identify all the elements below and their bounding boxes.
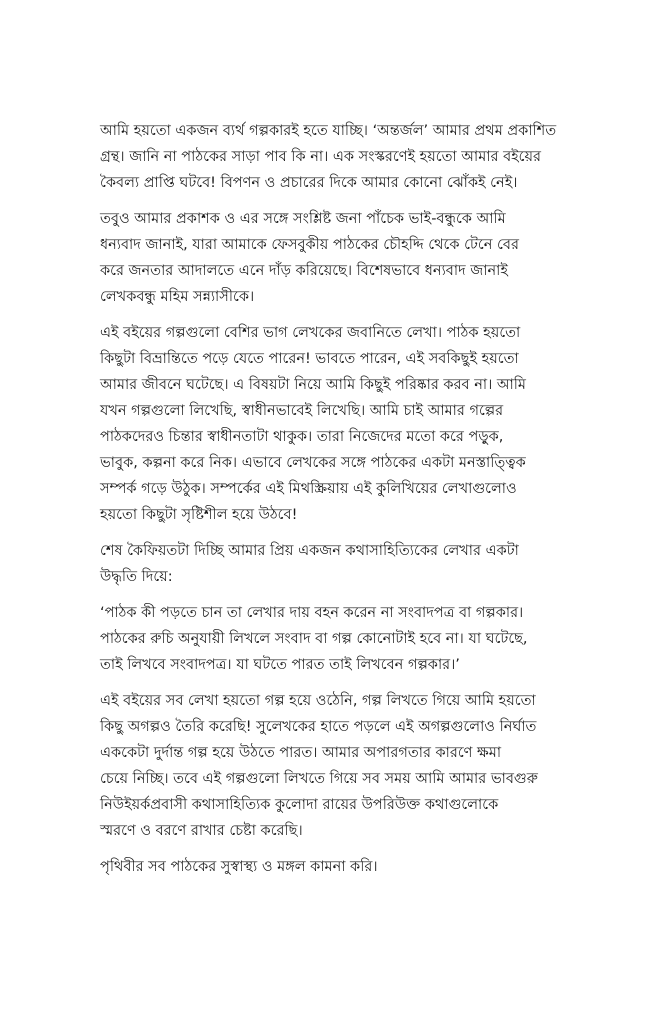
paragraph-3: এই বইয়ের গল্পগুলো বেশির ভাগ লেখকের জবানিতে লেখা। পাঠক হয়তো কিছুটা বিভ্রান্তিতে পড়ে যেতে পারেন! ভাবতে পারেন, এই সবকিছুই হয়তো আমার জীবনে ঘটেছে। এ বিষয়টা নিয়ে আমি কিছুই পরিষ্কার করব না। আমি যখন গল্পগুলো লিখেছি, স্বাধীনভাবেই লিখেছি। আমি চাই আমার গল্পের পাঠকদেরও চিন্তার স্বাধীনতাটা থাকুক। তারা নিজেদের মতো করে পড়ুক, ভাবুক, কল্পনা করে নিক। এভাবে লেখকের সঙ্গে পাঠকের একটা মনস্তাত্ত্বিক সম্পর্ক গড়ে উঠুক। সম্পর্কের এই মিথস্ক্রিয়ায় এই কুলিখিয়ের লেখাগুলোও হয়তো কিছুটা সৃষ্টিশীল হয়ে উঠবে! — [100, 325, 526, 523]
paragraph-4: শেষ কৈফিয়তটা দিচ্ছি আমার প্রিয় একজন কথাসাহিত্যিকের লেখার একটা উদ্ধৃতি দিয়ে: — [100, 543, 519, 585]
preface-text — [100, 118, 563, 890]
paragraph-6: এই বইয়ের সব লেখা হয়তো গল্প হয়ে ওঠেনি, গল্প লিখতে গিয়ে আমি হয়তো কিছু অগল্পও তৈরি করেছি! সুলেখকের হাতে পড়লে এই অগল্পগুলোও নির্ঘাত এককেটা দুর্দান্ত গল্প হয়ে উঠতে পারত। আমার অপারগতার কারণে ক্ষমা চেয়ে নিচ্ছি। তবে এই গল্পগুলো লিখতে গিয়ে সব সময় আমি আমার ভাবগুরু নিউইয়র্কপ্রবাসী কথাসাহিত্যিক কুলোদা রায়ের উপরিউক্ত কথাগুলোকে স্মরণে ও বরণে রাখার চেষ্টা করেছি। — [100, 693, 538, 839]
paragraph-1: আমি হয়তো একজন ব্যর্থ গল্পকারই হতে যাচ্ছি। ‘অন্তর্জল’ আমার প্রথম প্রকাশিত গ্রন্থ। জানি না পাঠকের সাড়া পাব কি না। এক সংস্করণেই হয়তো আমার বইয়ের কৈবল্য প্রাপ্তি ঘটবে! বিপণন ও প্রচারের দিকে আমার কোনো ঝোঁকই নেই। — [100, 123, 557, 191]
paragraph-7: পৃথিবীর সব পাঠকের সুস্বাস্থ্য ও মঙ্গল কামনা করি। — [100, 859, 378, 875]
paragraph-quote: ‘পাঠক কী পড়তে চান তা লেখার দায় বহন করেন না সংবাদপত্র বা গল্পকার। পাঠকের রুচি অনুযায়ী লিখলে সংবাদ বা গল্প কোনোটাই হবে না। যা ঘটেছে, তাই লিখবে সংবাদপত্র। যা ঘটতে পারত তাই লিখবেন গল্পকার।’ — [100, 605, 528, 673]
paragraph-2: তবুও আমার প্রকাশক ও এর সঙ্গে সংশ্লিষ্ট জনা পাঁচেক ভাই-বন্ধুকে আমি ধন্যবাদ জানাই, যারা আমাকে ফেসবুকীয় পাঠকের চৌহদ্দি থেকে টেনে বের করে জনতার আদালতে এনে দাঁড় করিয়েছে। বিশেষভাবে ধন্যবাদ জানাই লেখকবন্ধু মহিম সন্ন্যাসীকে। — [100, 211, 519, 305]
